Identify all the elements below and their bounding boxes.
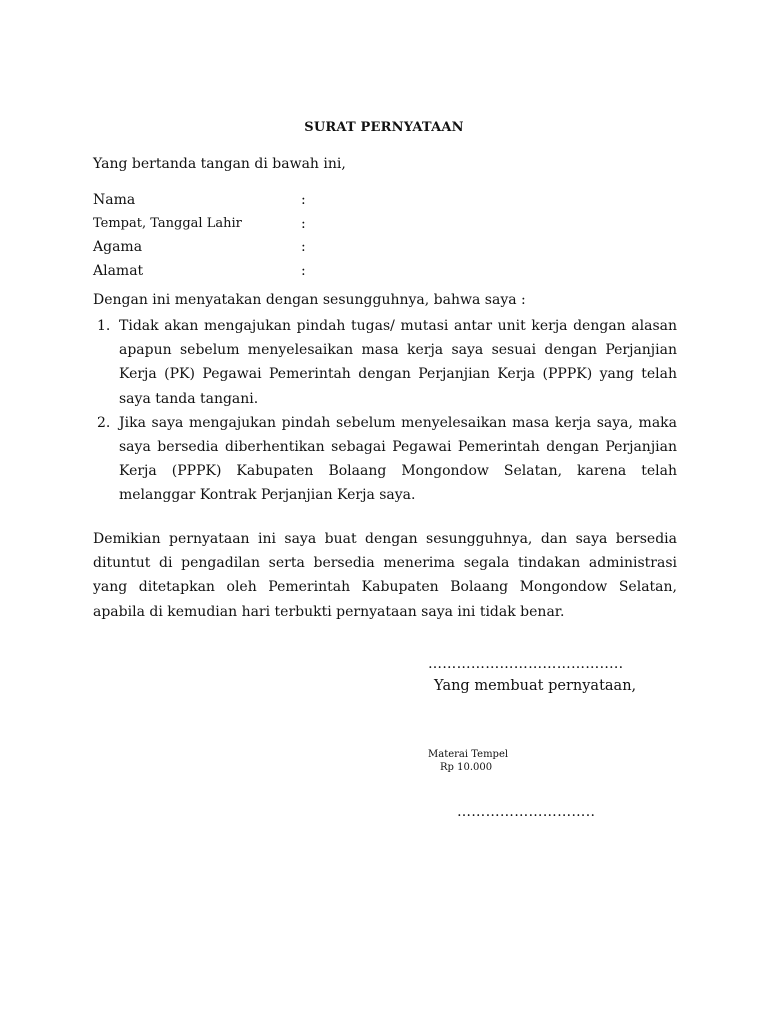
field-colon: : (301, 192, 306, 208)
field-label-tempat-tanggal-lahir: Tempat, Tanggal Lahir (93, 215, 242, 231)
statement-item (93, 411, 677, 508)
field-row-tempat-tanggal-lahir (93, 214, 493, 238)
declaration-text: Dengan ini menyatakan dengan sesungguhnya, bahwa saya : (93, 292, 526, 308)
materai-amount: Rp 10.000 (440, 762, 493, 773)
statement-number: 2. (97, 414, 111, 431)
field-label-nama: Nama (93, 192, 136, 208)
field-row-alamat (93, 261, 493, 285)
statement-list (93, 314, 677, 508)
statement-text: Jika saya mengajukan pindah sebelum menyelesaikan masa kerja saya, maka saya bersedia diberhentikan sebagai Pegawai Pemerintah dengan Perjanjian Kerja (PPPK) Kabupaten Bolaang Mongondow Selatan, karena telah melanggar Kontrak Perjanjian Kerja saya. (119, 414, 677, 504)
field-label-agama: Agama (93, 239, 143, 255)
field-colon: : (301, 239, 306, 255)
closing-paragraph: Demikian pernyataan ini saya buat dengan sesungguhnya, dan saya bersedia dituntut di pengadilan serta bersedia menerima segala tindakan administrasi yang ditetapkan oleh Pemerintah Kabupaten Bolaang Mongondow Selatan, apabila di kemudian hari terbukti pernyataan saya ini tidak benar. (93, 531, 677, 620)
document-title: SURAT PERNYATAAN (304, 120, 464, 135)
stamp-duty-note (428, 748, 508, 774)
signer-name-line: ……………………….. (457, 804, 596, 820)
field-row-nama (93, 190, 493, 214)
field-colon: : (301, 215, 306, 232)
statement-number: 1. (97, 318, 111, 334)
field-row-agama (93, 237, 493, 261)
statement-item (93, 314, 677, 411)
identity-fields (93, 190, 493, 284)
field-label-alamat: Alamat (93, 262, 144, 279)
field-colon: : (301, 262, 306, 279)
statement-text: Tidak akan mengajukan pindah tugas/ mutasi antar unit kerja dengan alasan apapun sebelum menyelesaikan masa kerja saya sesuai dengan Perjanjian Kerja (PK) Pegawai Pemerintah dengan Perjanjian Kerja (PPPK) yang telah saya tanda tangani. (119, 318, 677, 407)
signer-label: Yang membuat pernyataan, (434, 678, 637, 694)
place-date-line: ………………………………..... (428, 656, 624, 672)
intro-text: Yang bertanda tangan di bawah ini, (93, 156, 346, 172)
materai-label: Materai Tempel (428, 749, 509, 760)
